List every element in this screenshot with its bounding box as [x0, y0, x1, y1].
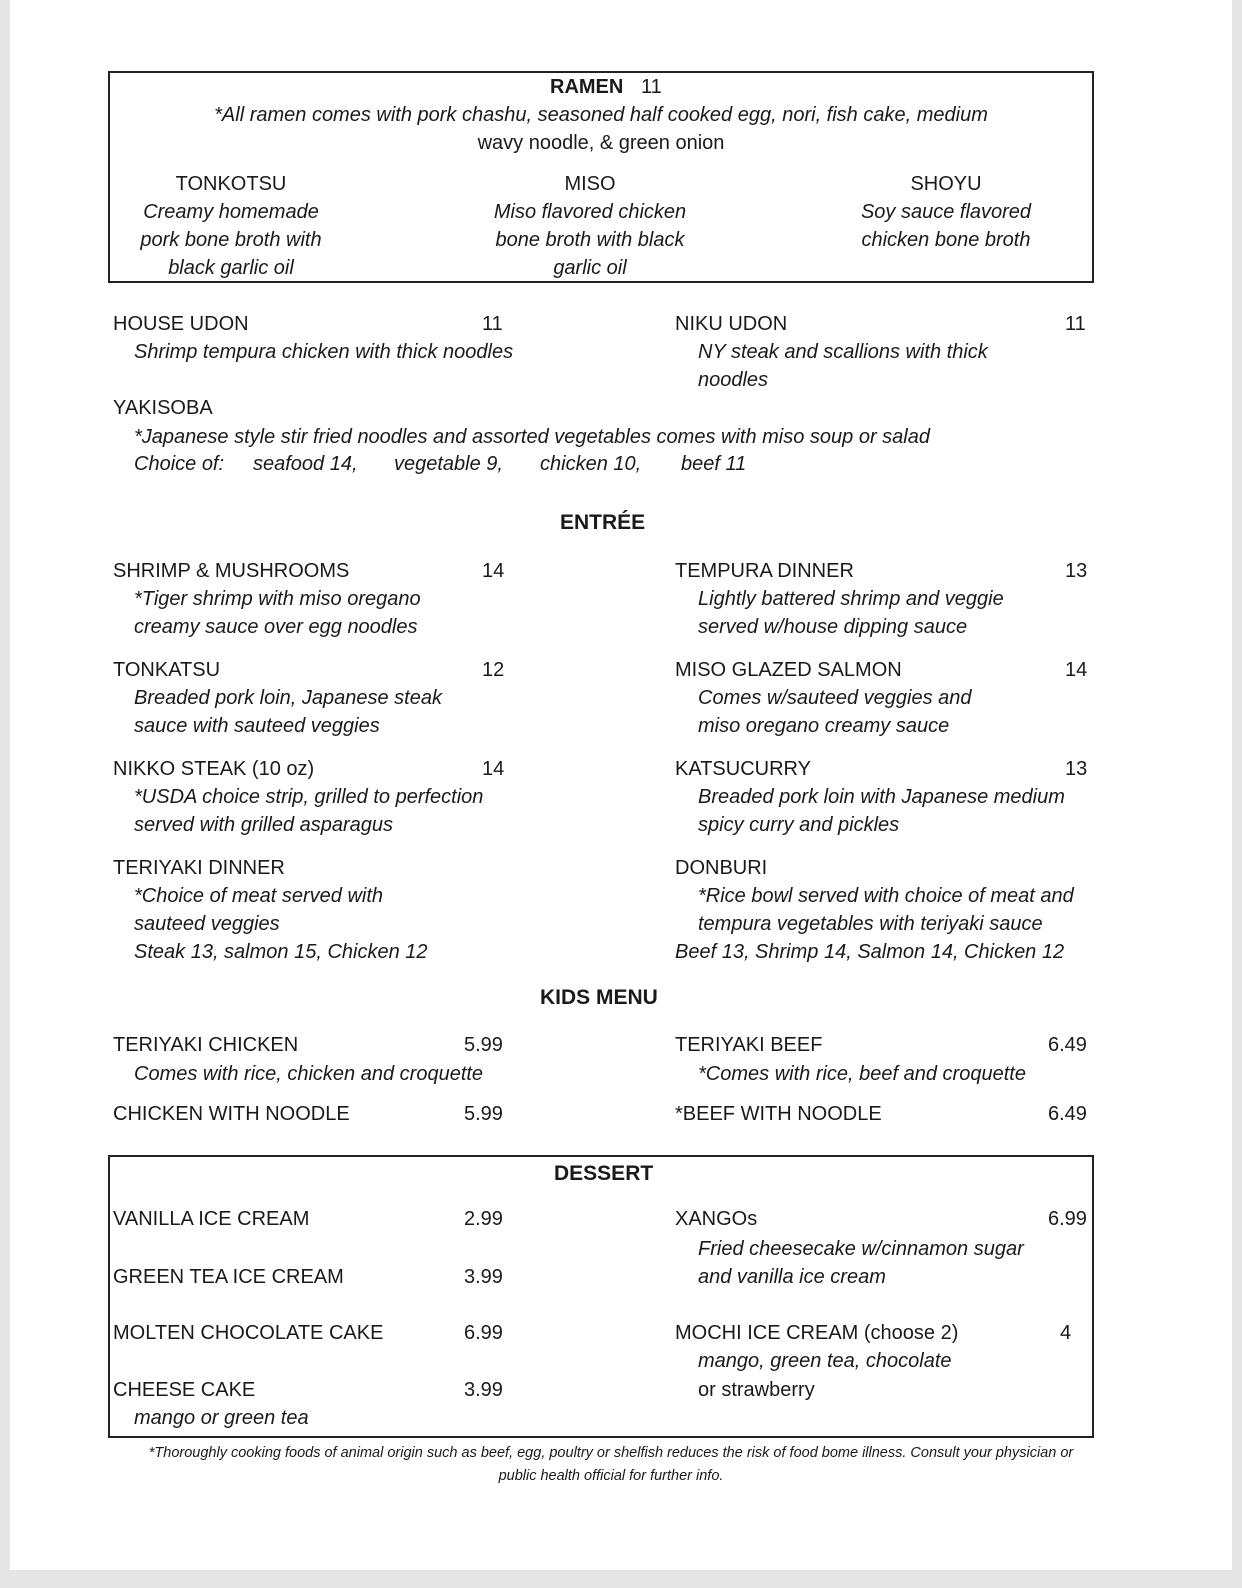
entree-item-price: 14 [1065, 659, 1088, 681]
dessert-item-price: 6.99 [1048, 1208, 1087, 1230]
dessert-item-price: 3.99 [464, 1379, 503, 1401]
entree-item-desc: tempura vegetables with teriyaki sauce [698, 913, 1043, 935]
yakisoba-choice-label: Choice of: [134, 453, 225, 475]
ramen-note-line2: wavy noodle, & green onion [477, 132, 725, 154]
entree-item-name: DONBURI [675, 857, 768, 879]
house-udon-desc: Shrimp tempura chicken with thick noodles [134, 341, 514, 363]
dessert-item-desc: mango, green tea, chocolate [698, 1350, 952, 1372]
ramen-tonkotsu-desc: pork bone broth with [140, 229, 322, 251]
dessert-item-name: XANGOs [675, 1208, 758, 1230]
dessert-item-desc: mango or green tea [134, 1407, 309, 1429]
ramen-tonkotsu-desc: black garlic oil [168, 257, 294, 279]
dessert-item-name: GREEN TEA ICE CREAM [113, 1266, 344, 1288]
niku-udon-price: 11 [1065, 313, 1086, 335]
dessert-item-price: 3.99 [464, 1266, 503, 1288]
ramen-title: RAMEN [550, 76, 624, 98]
kids-item-desc: *Comes with rice, beef and croquette [698, 1063, 1026, 1085]
footnote-line2: public health official for further info. [498, 1468, 724, 1484]
house-udon-price: 11 [482, 313, 503, 335]
entree-item-name: TERIYAKI DINNER [113, 857, 285, 879]
entree-item-desc: spicy curry and pickles [698, 814, 900, 836]
kids-item-price: 5.99 [464, 1103, 503, 1125]
entree-item-price: 12 [482, 659, 505, 681]
entree-item-price: 13 [1065, 758, 1088, 780]
ramen-shoyu-desc: Soy sauce flavored [860, 201, 1032, 223]
kids-item-name: TERIYAKI CHICKEN [113, 1034, 299, 1056]
yakisoba-name: YAKISOBA [113, 397, 213, 419]
entree-item-name: KATSUCURRY [675, 758, 811, 780]
entree-item-name: TEMPURA DINNER [675, 560, 854, 582]
ramen-miso-desc: bone broth with black [495, 229, 685, 251]
kids-item-name: TERIYAKI BEEF [675, 1034, 823, 1056]
entree-item-desc: Steak 13, salmon 15, Chicken 12 [134, 941, 428, 963]
entree-item-desc: Breaded pork loin with Japanese medium [698, 786, 1065, 808]
ramen-miso-desc: garlic oil [553, 257, 627, 279]
kids-item-desc: Comes with rice, chicken and croquette [134, 1063, 484, 1085]
ramen-note-line1: *All ramen comes with pork chashu, seasoned half cooked egg, nori, fish cake, medium [214, 104, 988, 126]
entree-item-desc: miso oregano creamy sauce [698, 715, 950, 737]
yakisoba-choice: seafood 14, [253, 453, 358, 475]
entree-item-desc: *Rice bowl served with choice of meat and [698, 885, 1074, 907]
entree-item-price: 14 [482, 758, 505, 780]
yakisoba-choice: vegetable 9, [394, 453, 503, 475]
dessert-item-desc: and vanilla ice cream [698, 1266, 886, 1288]
ramen-price: 11 [641, 76, 662, 98]
entree-item-desc: *Choice of meat served with [134, 885, 384, 907]
niku-udon-desc: noodles [698, 369, 769, 391]
ramen-miso-name: MISO [564, 173, 616, 195]
entree-item-name: MISO GLAZED SALMON [675, 659, 902, 681]
yakisoba-choice: chicken 10, [540, 453, 642, 475]
entree-item-name: NIKKO STEAK (10 oz) [113, 758, 315, 780]
kids-item-price: 5.99 [464, 1034, 503, 1056]
ramen-shoyu-name: SHOYU [910, 173, 982, 195]
entree-item-name: TONKATSU [113, 659, 221, 681]
entree-item-desc: served with grilled asparagus [134, 814, 394, 836]
entree-item-desc: creamy sauce over egg noodles [134, 616, 418, 638]
kids-item-name: CHICKEN WITH NOODLE [113, 1103, 350, 1125]
entree-item-desc: Breaded pork loin, Japanese steak [134, 687, 442, 709]
house-udon-name: HOUSE UDON [113, 313, 249, 335]
dessert-item-price: 6.99 [464, 1322, 503, 1344]
yakisoba-desc: *Japanese style stir fried noodles and assorted vegetables comes with miso soup or salad [134, 426, 930, 448]
entree-item-price: 14 [482, 560, 505, 582]
entree-heading: ENTRÉE [560, 511, 646, 534]
entree-item-desc: *USDA choice strip, grilled to perfection [134, 786, 484, 808]
ramen-tonkotsu-desc: Creamy homemade [143, 201, 319, 223]
dessert-heading: DESSERT [554, 1162, 654, 1185]
kids-item-price: 6.49 [1048, 1034, 1087, 1056]
entree-item-desc: *Tiger shrimp with miso oregano [134, 588, 421, 610]
entree-item-name: SHRIMP & MUSHROOMS [113, 560, 350, 582]
kids-item-price: 6.49 [1048, 1103, 1087, 1125]
menu-page [10, 0, 1232, 1570]
ramen-tonkotsu-name: TONKOTSU [175, 173, 287, 195]
dessert-item-name: MOCHI ICE CREAM (choose 2) [675, 1322, 959, 1344]
dessert-item-name: MOLTEN CHOCOLATE CAKE [113, 1322, 384, 1344]
entree-item-price: 13 [1065, 560, 1088, 582]
yakisoba-choice: beef 11 [681, 453, 747, 475]
ramen-shoyu-desc: chicken bone broth [861, 229, 1031, 251]
niku-udon-name: NIKU UDON [675, 313, 788, 335]
dessert-item-name: CHEESE CAKE [113, 1379, 256, 1401]
kids-item-name: *BEEF WITH NOODLE [675, 1103, 882, 1125]
entree-item-desc: Comes w/sauteed veggies and [698, 687, 972, 709]
entree-item-desc: served w/house dipping sauce [698, 616, 968, 638]
dessert-item-desc: Fried cheesecake w/cinnamon sugar [698, 1238, 1024, 1260]
dessert-item-price: 2.99 [464, 1208, 503, 1230]
dessert-item-price: 4 [1060, 1322, 1072, 1344]
footnote-line1: *Thoroughly cooking foods of animal origin such as beef, egg, poultry or shelfish reduces the risk of food bome illness. Consult your physician or [148, 1445, 1074, 1461]
niku-udon-desc: NY steak and scallions with thick [698, 341, 988, 363]
entree-item-desc: Lightly battered shrimp and veggie [698, 588, 1004, 610]
entree-item-desc: sauteed veggies [134, 913, 280, 935]
kids-menu-heading: KIDS MENU [540, 986, 658, 1009]
dessert-box [108, 1155, 1094, 1438]
dessert-item-desc: or strawberry [698, 1379, 815, 1401]
entree-item-desc: sauce with sauteed veggies [134, 715, 380, 737]
ramen-miso-desc: Miso flavored chicken [493, 201, 687, 223]
entree-item-desc: Beef 13, Shrimp 14, Salmon 14, Chicken 12 [675, 941, 1065, 963]
dessert-item-name: VANILLA ICE CREAM [113, 1208, 310, 1230]
